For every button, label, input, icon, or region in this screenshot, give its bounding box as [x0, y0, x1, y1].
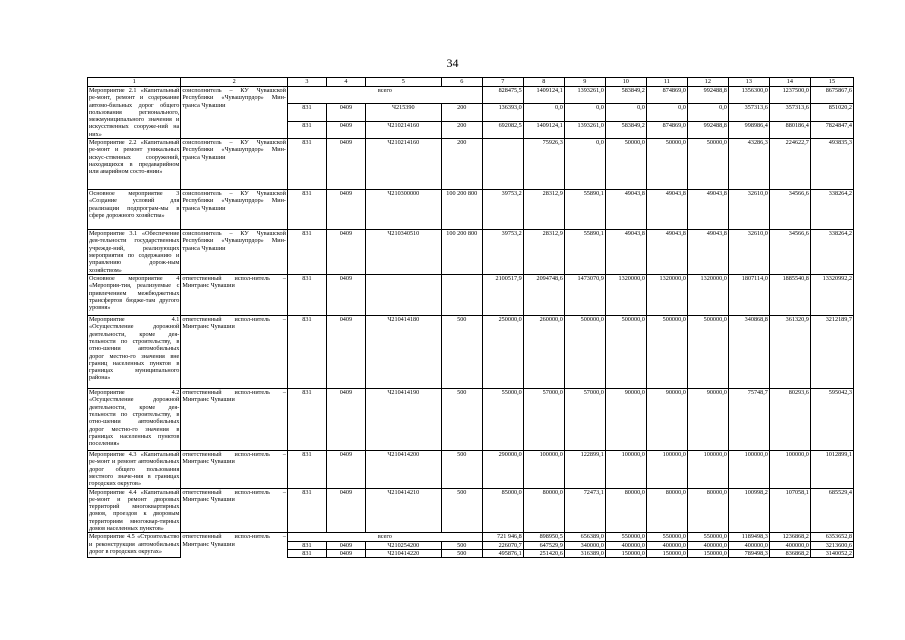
amount-cell: 898950,5 [523, 533, 564, 541]
table-row [88, 316, 854, 389]
amount-cell: 583849,2 [605, 87, 646, 104]
amount-cell: 224622,7 [769, 139, 810, 190]
column-header: 12 [687, 78, 728, 87]
table-row [88, 230, 854, 275]
amount-cell: 1012899,1 [810, 451, 853, 488]
page-number: 34 [446, 56, 459, 70]
amount-cell: 340868,8 [728, 316, 769, 389]
amount-cell: 80293,6 [769, 389, 810, 451]
amount-cell: 1236868,2 [769, 533, 810, 541]
measure-name-cell: Мероприятие 2.1 «Капитальный ре-монт, ремонт и содержание автомо-бильных дорог общего пользования регионального, межмуниципального значения и искусственных сооруже-ний на них» [89, 87, 180, 138]
amount-cell: 80000,0 [523, 488, 564, 533]
amount-cell: 495876,1 [482, 549, 523, 557]
amount-cell: 1320000,0 [687, 275, 728, 316]
column-header: 15 [810, 78, 853, 87]
amount-cell: 500000,0 [646, 316, 687, 389]
code-cell: Ч210214160 [365, 139, 441, 190]
code-cell: 831 [287, 104, 326, 121]
amount-cell: 55890,1 [564, 190, 605, 230]
amount-cell: 32610,0 [728, 190, 769, 230]
code-cell: 500 [441, 541, 482, 549]
amount-cell: 685529,4 [810, 488, 853, 533]
amount-cell: 0,0 [523, 104, 564, 121]
code-cell: 0409 [326, 549, 365, 557]
amount-cell: 80000,0 [646, 488, 687, 533]
responsible-cell: соисполнитель – КУ Чувашской Республики «Чувашупрдор» Мин-транса Чувашии [181, 190, 288, 230]
column-header: 6 [441, 78, 482, 87]
amount-cell: 90000,0 [646, 389, 687, 451]
amount-cell: 1356300,0 [728, 87, 769, 104]
amount-cell: 49043,8 [605, 230, 646, 275]
amount-cell: 90000,0 [605, 389, 646, 451]
amount-cell: 1393261,0 [564, 87, 605, 104]
column-header: 8 [523, 78, 564, 87]
code-cell: 831 [287, 190, 326, 230]
amount-cell: 340000,0 [564, 541, 605, 549]
column-header: 14 [769, 78, 810, 87]
amount-cell: 400000,0 [646, 541, 687, 549]
amount-cell: 39753,2 [482, 230, 523, 275]
column-header: 7 [482, 78, 523, 87]
code-cell: 831 [287, 316, 326, 389]
amount-cell: 0,0 [605, 104, 646, 121]
amount-cell: 28312,9 [523, 190, 564, 230]
code-cell: Ч210414210 [365, 488, 441, 533]
amount-cell: 550000,0 [687, 533, 728, 541]
amount-cell: 32610,0 [728, 230, 769, 275]
amount-cell: 90000,0 [687, 389, 728, 451]
amount-cell: 1885540,8 [769, 275, 810, 316]
amount-cell: 39753,2 [482, 190, 523, 230]
column-header: 3 [287, 78, 326, 87]
amount-cell: 150000,0 [605, 549, 646, 557]
amount-cell: 7824847,4 [810, 121, 853, 138]
code-cell: 200 [441, 121, 482, 138]
table-row [88, 451, 854, 488]
code-cell: Ч210414220 [365, 549, 441, 557]
amount-cell: 80000,0 [687, 488, 728, 533]
amount-cell: 1189498,3 [728, 533, 769, 541]
code-cell: 100 200 800 [441, 190, 482, 230]
amount-cell: 3212189,7 [810, 316, 853, 389]
responsible-cell: соисполнитель – КУ Чувашской Республики «Чувашупрдор» Мин-транса Чувашии [181, 139, 288, 190]
amount-cell: 0,0 [646, 104, 687, 121]
code-cell: 500 [441, 549, 482, 557]
amount-cell [482, 139, 523, 190]
amount-cell: 85000,0 [482, 488, 523, 533]
table-row [88, 488, 854, 533]
amount-cell: 400000,0 [728, 541, 769, 549]
amount-cell: 992488,8 [687, 121, 728, 138]
amount-cell: 2094748,6 [523, 275, 564, 316]
amount-cell: 55000,0 [482, 389, 523, 451]
amount-cell: 100000,0 [728, 451, 769, 488]
measure-name-cell: Мероприятие 3.1 «Обеспечение дея-тельности государственных учрежде-ний, реализующих мероприятия по содержанию и управлению дорож-ным хозяйством» [89, 230, 180, 274]
amount-cell: 43286,3 [728, 139, 769, 190]
amount-cell: 100000,0 [605, 451, 646, 488]
code-cell: 831 [287, 230, 326, 275]
amount-cell: 150000,0 [646, 549, 687, 557]
measure-name-cell: Основное мероприятие 3 «Создание условий для реализации подпрограм-мы в сфере дорожного хозяйства» [88, 190, 181, 230]
code-cell: 831 [287, 541, 326, 549]
column-header-row [88, 78, 854, 87]
column-header: 13 [728, 78, 769, 87]
measure-name-cell: Мероприятие 4.2 «Осуществление дорожной деятельности, кроме дея-тельности по строительству, в отно-шении автомобильных дорог местно-го значения в границах населенных пунктов поселения» [88, 389, 181, 451]
code-cell: 0409 [326, 541, 365, 549]
amount-cell: 0,0 [564, 139, 605, 190]
amount-cell: 357313,6 [769, 104, 810, 121]
measure-name-cell: Мероприятие 4.5 «Строительство и реконструкция автомобильных дорог в городских округах» [88, 533, 181, 558]
amount-cell: 28312,9 [523, 230, 564, 275]
amount-cell: 400000,0 [769, 541, 810, 549]
amount-cell: 1409124,1 [523, 87, 564, 104]
amount-cell: 107058,1 [769, 488, 810, 533]
amount-cell: 400000,0 [687, 541, 728, 549]
responsible-cell: соисполнитель – КУ Чувашской Республики «Чувашупрдор» Мин-транса Чувашии [181, 230, 288, 275]
code-cell: 831 [287, 549, 326, 557]
amount-cell: 1320000,0 [605, 275, 646, 316]
amount-cell: 55890,1 [564, 230, 605, 275]
amount-cell: 550000,0 [646, 533, 687, 541]
amount-cell: 290000,0 [482, 451, 523, 488]
amount-cell: 874869,0 [646, 87, 687, 104]
column-header: 5 [365, 78, 441, 87]
responsible-cell: ответственный испол-нитель – Минтранс Чувашии [181, 451, 288, 488]
code-cell: 0409 [326, 488, 365, 533]
amount-cell: 136393,0 [482, 104, 523, 121]
code-cell: 200 [441, 104, 482, 121]
amount-cell: 0,0 [564, 104, 605, 121]
amount-cell: 851020,2 [810, 104, 853, 121]
code-cell [441, 275, 482, 316]
table-row [88, 389, 854, 451]
amount-cell: 0,0 [687, 104, 728, 121]
amount-cell: 500000,0 [687, 316, 728, 389]
amount-cell: 49043,8 [646, 190, 687, 230]
code-cell [365, 275, 441, 316]
amount-cell: 595042,3 [810, 389, 853, 451]
code-cell: Ч210414200 [365, 451, 441, 488]
amount-cell: 721 946,8 [482, 533, 523, 541]
column-header: 2 [181, 78, 288, 87]
code-cell: 831 [287, 451, 326, 488]
amount-cell: 2100517,9 [482, 275, 523, 316]
code-cell: 831 [287, 139, 326, 190]
code-cell: 0409 [326, 104, 365, 121]
amount-cell: 57000,0 [523, 389, 564, 451]
amount-cell: 338264,2 [810, 190, 853, 230]
amount-cell: 647529,9 [523, 541, 564, 549]
code-cell: 0409 [326, 275, 365, 316]
amount-cell: 80000,0 [605, 488, 646, 533]
code-cell: Ч210214160 [365, 121, 441, 138]
column-header: 11 [646, 78, 687, 87]
code-cell: 0409 [326, 451, 365, 488]
amount-cell: 880186,4 [769, 121, 810, 138]
code-cell: 831 [287, 389, 326, 451]
amount-cell: 49043,8 [646, 230, 687, 275]
amount-cell: 828475,5 [482, 87, 523, 104]
total-label-cell: всего [287, 87, 482, 104]
amount-cell: 75926,3 [523, 139, 564, 190]
amount-cell: 836868,2 [769, 549, 810, 557]
code-cell: 500 [441, 389, 482, 451]
amount-cell: 100000,0 [646, 451, 687, 488]
code-cell: Ч215390 [365, 104, 441, 121]
budget-table [87, 77, 854, 558]
amount-cell: 49043,8 [687, 190, 728, 230]
amount-cell: 122899,1 [564, 451, 605, 488]
amount-cell: 49043,8 [605, 190, 646, 230]
column-header: 10 [605, 78, 646, 87]
total-label-cell: всего [287, 533, 482, 541]
amount-cell: 250000,0 [482, 316, 523, 389]
code-cell: 0409 [326, 121, 365, 138]
code-cell: 100 200 800 [441, 230, 482, 275]
code-cell: Ч210340510 [365, 230, 441, 275]
table-row [88, 275, 854, 316]
amount-cell: 692082,5 [482, 121, 523, 138]
amount-cell: 57000,0 [564, 389, 605, 451]
amount-cell: 1807114,0 [728, 275, 769, 316]
amount-cell: 500000,0 [564, 316, 605, 389]
amount-cell: 251420,6 [523, 549, 564, 557]
measure-name-cell: Мероприятие 4.3 «Капитальный ре-монт и ремонт автомобильных дорог общего пользования местного значе-ния в границах городских округов» [89, 451, 180, 488]
amount-cell: 100000,0 [523, 451, 564, 488]
responsible-cell: ответственный испол-нитель – Минтранс Чувашии [181, 389, 288, 451]
table-row [88, 139, 854, 190]
code-cell: Ч210254200 [365, 541, 441, 549]
measure-name-cell: Основное мероприятие 4 «Мероприя-тия, реализуемые с привлечением межбюджетных трансфертов бюдже-там другого уровня» [88, 275, 181, 316]
code-cell: 200 [441, 139, 482, 190]
amount-cell: 260000,0 [523, 316, 564, 389]
amount-cell: 100998,2 [728, 488, 769, 533]
amount-cell: 50000,0 [605, 139, 646, 190]
code-cell: 0409 [326, 190, 365, 230]
code-cell: 831 [287, 275, 326, 316]
amount-cell: 361320,9 [769, 316, 810, 389]
amount-cell: 150000,0 [687, 549, 728, 557]
amount-cell: 226070,7 [482, 541, 523, 549]
responsible-cell: ответственный испол-нитель – Минтранс Чувашии [181, 275, 288, 316]
amount-cell: 656389,0 [564, 533, 605, 541]
amount-cell: 50000,0 [687, 139, 728, 190]
code-cell: Ч210414190 [365, 389, 441, 451]
column-header: 4 [326, 78, 365, 87]
responsible-cell: соисполнитель – КУ Чувашской Республики «Чувашупрдор» Мин-транса Чувашии [181, 87, 288, 139]
amount-cell: 550000,0 [605, 533, 646, 541]
amount-cell: 493835,3 [810, 139, 853, 190]
amount-cell: 1473070,9 [564, 275, 605, 316]
column-header: 1 [88, 78, 181, 87]
amount-cell: 400000,0 [605, 541, 646, 549]
table-row [88, 87, 854, 104]
amount-cell: 357313,6 [728, 104, 769, 121]
amount-cell: 1320000,0 [646, 275, 687, 316]
amount-cell: 998986,4 [728, 121, 769, 138]
code-cell: 0409 [326, 139, 365, 190]
amount-cell: 50000,0 [646, 139, 687, 190]
code-cell: 0409 [326, 230, 365, 275]
amount-cell: 583849,2 [605, 121, 646, 138]
amount-cell: 13320992,2 [810, 275, 853, 316]
code-cell: 500 [441, 488, 482, 533]
code-cell: 0409 [326, 316, 365, 389]
amount-cell: 100000,0 [769, 451, 810, 488]
amount-cell: 1237500,0 [769, 87, 810, 104]
amount-cell: 34566,6 [769, 190, 810, 230]
amount-cell: 49043,8 [687, 230, 728, 275]
amount-cell: 992488,8 [687, 87, 728, 104]
amount-cell: 6353652,8 [810, 533, 853, 541]
amount-cell: 338264,2 [810, 230, 853, 275]
amount-cell: 3140052,2 [810, 549, 853, 557]
amount-cell: 1393261,0 [564, 121, 605, 138]
amount-cell: 3213600,6 [810, 541, 853, 549]
amount-cell: 874869,0 [646, 121, 687, 138]
code-cell: 831 [287, 121, 326, 138]
measure-name-cell: Мероприятие 4.4 «Капитальный ре-монт и ремонт дворовых территорий многоквартирных домов, проездов к дворовым территориям многоквар-тирных домов населенных пунктов» [89, 488, 180, 533]
code-cell: 500 [441, 316, 482, 389]
amount-cell: 100000,0 [687, 451, 728, 488]
code-cell: 500 [441, 451, 482, 488]
code-cell: Ч210300000 [365, 190, 441, 230]
responsible-cell: ответственный испол-нитель – Минтранс Чувашии [181, 316, 288, 389]
amount-cell: 72473,1 [564, 488, 605, 533]
amount-cell: 1409124,1 [523, 121, 564, 138]
responsible-cell: ответственный испол-нитель – Минтранс Чувашии [181, 488, 288, 533]
amount-cell: 75748,7 [728, 389, 769, 451]
amount-cell: 34566,6 [769, 230, 810, 275]
amount-cell: 8675867,6 [810, 87, 853, 104]
measure-name-cell: Мероприятие 4.1 «Осуществление дорожной деятельности, кроме дея-тельности по строительству, в отно-шении автомобильных дорог местно-го значения вне границ населенных пунктов в границах муниципального района» [88, 316, 181, 389]
responsible-cell: ответственный испол-нитель – Минтранс Чувашии [181, 533, 288, 558]
code-cell: Ч210414180 [365, 316, 441, 389]
code-cell: 831 [287, 488, 326, 533]
amount-cell: 316389,0 [564, 549, 605, 557]
measure-name-cell: Мероприятие 2.2 «Капитальный ре-монт и ремонт уникальных искус-ственных сооружений, находящихся в предаварийном или аварийном состо-янии» [88, 139, 181, 190]
code-cell: 0409 [326, 389, 365, 451]
amount-cell: 789498,3 [728, 549, 769, 557]
amount-cell: 500000,0 [605, 316, 646, 389]
column-header: 9 [564, 78, 605, 87]
table-row [88, 190, 854, 230]
table-row [88, 533, 854, 541]
